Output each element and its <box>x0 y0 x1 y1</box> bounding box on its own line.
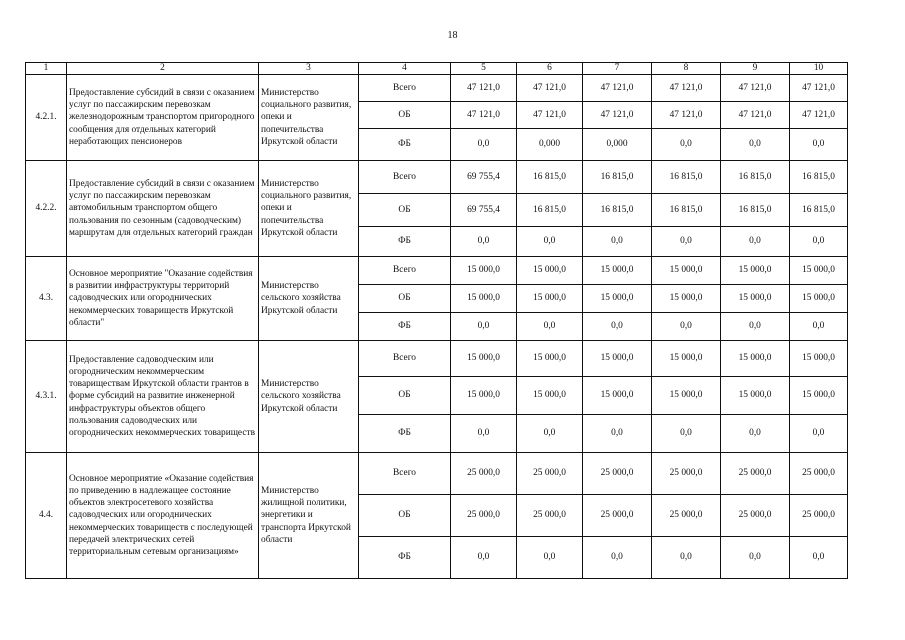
funding-amount: 0,0 <box>451 227 517 257</box>
funding-amount: 47 121,0 <box>517 75 583 102</box>
funding-amount: 69 755,4 <box>451 194 517 227</box>
funding-amount: 25 000,0 <box>517 453 583 495</box>
measure-name: Основное мероприятие «Оказание содействия по приведению в надлежащее состояние объектов электросетевого хозяйства садоводческих или огороднических некоммерческих товариществ с последующей передачей электрических сетей территориальным сетевым организациям» <box>67 453 259 579</box>
funding-amount: 0,0 <box>652 313 721 341</box>
funding-amount: 25 000,0 <box>721 495 790 537</box>
funding-source: ОБ <box>359 377 451 415</box>
funding-amount: 16 815,0 <box>790 194 848 227</box>
column-header: 7 <box>583 63 652 75</box>
responsible-executor: Министерство социального развития, опеки и попечительства Иркутской области <box>259 161 359 257</box>
funding-amount: 15 000,0 <box>451 285 517 313</box>
funding-amount: 0,0 <box>790 415 848 453</box>
column-header: 4 <box>359 63 451 75</box>
funding-amount: 0,0 <box>517 415 583 453</box>
responsible-executor: Министерство сельского хозяйства Иркутской области <box>259 341 359 453</box>
funding-amount: 25 000,0 <box>583 495 652 537</box>
funding-amount: 15 000,0 <box>517 285 583 313</box>
funding-amount: 0,0 <box>451 129 517 161</box>
funding-amount: 0,0 <box>652 129 721 161</box>
item-number: 4.4. <box>26 453 67 579</box>
funding-amount: 0,0 <box>721 129 790 161</box>
funding-amount: 15 000,0 <box>721 257 790 285</box>
item-number: 4.3.1. <box>26 341 67 453</box>
funding-amount: 0,0 <box>721 227 790 257</box>
responsible-executor: Министерство сельского хозяйства Иркутской области <box>259 257 359 341</box>
funding-source: Всего <box>359 453 451 495</box>
funding-amount: 0,0 <box>790 129 848 161</box>
funding-amount: 15 000,0 <box>451 341 517 377</box>
funding-amount: 15 000,0 <box>517 341 583 377</box>
funding-amount: 25 000,0 <box>517 495 583 537</box>
funding-amount: 0,0 <box>583 415 652 453</box>
funding-source: ФБ <box>359 227 451 257</box>
column-header: 8 <box>652 63 721 75</box>
page-number: 18 <box>447 30 458 41</box>
funding-amount: 0,0 <box>583 313 652 341</box>
funding-amount: 47 121,0 <box>721 102 790 129</box>
funding-amount: 25 000,0 <box>451 495 517 537</box>
funding-amount: 15 000,0 <box>583 257 652 285</box>
funding-amount: 47 121,0 <box>517 102 583 129</box>
funding-source: ОБ <box>359 194 451 227</box>
funding-amount: 15 000,0 <box>583 377 652 415</box>
funding-amount: 69 755,4 <box>451 161 517 194</box>
funding-amount: 47 121,0 <box>583 102 652 129</box>
column-header: 6 <box>517 63 583 75</box>
funding-amount: 47 121,0 <box>652 102 721 129</box>
funding-table <box>25 62 848 579</box>
funding-amount: 25 000,0 <box>583 453 652 495</box>
item-number: 4.3. <box>26 257 67 341</box>
column-header: 1 <box>26 63 67 75</box>
funding-source: ОБ <box>359 102 451 129</box>
funding-amount: 0,0 <box>451 415 517 453</box>
funding-amount: 47 121,0 <box>721 75 790 102</box>
funding-amount: 0,0 <box>517 227 583 257</box>
table-row <box>26 453 848 495</box>
funding-amount: 47 121,0 <box>583 75 652 102</box>
column-number-row <box>26 63 848 75</box>
funding-source: ФБ <box>359 129 451 161</box>
column-header: 5 <box>451 63 517 75</box>
funding-amount: 0,000 <box>583 129 652 161</box>
funding-amount: 0,0 <box>517 313 583 341</box>
funding-source: ФБ <box>359 415 451 453</box>
funding-amount: 15 000,0 <box>721 377 790 415</box>
funding-amount: 16 815,0 <box>652 161 721 194</box>
funding-amount: 16 815,0 <box>583 194 652 227</box>
measure-name: Предоставление субсидий в связи с оказанием услуг по пассажирским перевозкам автомобильным транспортом общего пользования по сезонным (садоводческим) маршрутам для отдельных категорий граждан <box>67 161 259 257</box>
funding-amount: 15 000,0 <box>517 257 583 285</box>
funding-amount: 0,0 <box>583 537 652 579</box>
funding-amount: 15 000,0 <box>721 285 790 313</box>
funding-amount: 0,0 <box>652 415 721 453</box>
funding-source: ОБ <box>359 285 451 313</box>
funding-amount: 0,0 <box>517 537 583 579</box>
funding-amount: 25 000,0 <box>652 495 721 537</box>
responsible-executor: Министерство социального развития, опеки и попечительства Иркутской области <box>259 75 359 161</box>
table-row <box>26 161 848 194</box>
funding-source: Всего <box>359 161 451 194</box>
column-header: 10 <box>790 63 848 75</box>
funding-amount: 16 815,0 <box>652 194 721 227</box>
funding-amount: 16 815,0 <box>517 194 583 227</box>
funding-source: ФБ <box>359 313 451 341</box>
funding-amount: 25 000,0 <box>790 495 848 537</box>
funding-amount: 16 815,0 <box>790 161 848 194</box>
funding-amount: 15 000,0 <box>790 341 848 377</box>
funding-amount: 15 000,0 <box>652 341 721 377</box>
funding-source: Всего <box>359 341 451 377</box>
funding-amount: 47 121,0 <box>790 102 848 129</box>
funding-source: ОБ <box>359 495 451 537</box>
funding-source: Всего <box>359 75 451 102</box>
funding-amount: 47 121,0 <box>451 75 517 102</box>
funding-amount: 0,0 <box>721 313 790 341</box>
funding-amount: 25 000,0 <box>451 453 517 495</box>
funding-amount: 16 815,0 <box>517 161 583 194</box>
funding-amount: 15 000,0 <box>517 377 583 415</box>
measure-name: Предоставление субсидий в связи с оказанием услуг по пассажирским перевозкам железнодорожным транспортом пригородного сообщения для отдельных категорий неработающих пенсионеров <box>67 75 259 161</box>
responsible-executor: Министерство жилищной политики, энергетики и транспорта Иркутской области <box>259 453 359 579</box>
funding-amount: 0,0 <box>790 313 848 341</box>
funding-amount: 0,0 <box>451 313 517 341</box>
funding-amount: 15 000,0 <box>790 285 848 313</box>
table-row <box>26 257 848 285</box>
table-row <box>26 341 848 377</box>
funding-amount: 47 121,0 <box>451 102 517 129</box>
funding-amount: 25 000,0 <box>790 453 848 495</box>
funding-amount: 25 000,0 <box>652 453 721 495</box>
funding-amount: 0,0 <box>790 537 848 579</box>
funding-amount: 15 000,0 <box>790 377 848 415</box>
funding-source: Всего <box>359 257 451 285</box>
column-header: 9 <box>721 63 790 75</box>
funding-amount: 16 815,0 <box>721 161 790 194</box>
funding-amount: 15 000,0 <box>721 341 790 377</box>
column-header: 2 <box>67 63 259 75</box>
funding-amount: 25 000,0 <box>721 453 790 495</box>
funding-amount: 16 815,0 <box>583 161 652 194</box>
measure-name: Основное мероприятие "Оказание содействия в развитии инфраструктуры территорий садоводческих или огороднических некоммерческих товариществ Иркутской области" <box>67 257 259 341</box>
funding-amount: 0,0 <box>583 227 652 257</box>
measure-name: Предоставление садоводческим или огородническим некоммерческим товариществам Иркутской области грантов в форме субсидий на развитие инженерной инфраструктуры объектов общего пользования садоводческих или огороднических некоммерческих товариществ <box>67 341 259 453</box>
item-number: 4.2.1. <box>26 75 67 161</box>
item-number: 4.2.2. <box>26 161 67 257</box>
funding-amount: 15 000,0 <box>652 257 721 285</box>
funding-amount: 0,0 <box>652 227 721 257</box>
funding-amount: 0,000 <box>517 129 583 161</box>
funding-amount: 0,0 <box>451 537 517 579</box>
funding-amount: 0,0 <box>790 227 848 257</box>
column-header: 3 <box>259 63 359 75</box>
funding-amount: 16 815,0 <box>721 194 790 227</box>
funding-amount: 15 000,0 <box>652 377 721 415</box>
funding-amount: 0,0 <box>721 415 790 453</box>
funding-amount: 15 000,0 <box>790 257 848 285</box>
funding-amount: 15 000,0 <box>451 257 517 285</box>
funding-amount: 15 000,0 <box>652 285 721 313</box>
funding-amount: 15 000,0 <box>451 377 517 415</box>
funding-amount: 0,0 <box>652 537 721 579</box>
funding-amount: 15 000,0 <box>583 341 652 377</box>
funding-source: ФБ <box>359 537 451 579</box>
table-row <box>26 75 848 102</box>
funding-amount: 47 121,0 <box>790 75 848 102</box>
funding-amount: 0,0 <box>721 537 790 579</box>
funding-amount: 15 000,0 <box>583 285 652 313</box>
funding-amount: 47 121,0 <box>652 75 721 102</box>
